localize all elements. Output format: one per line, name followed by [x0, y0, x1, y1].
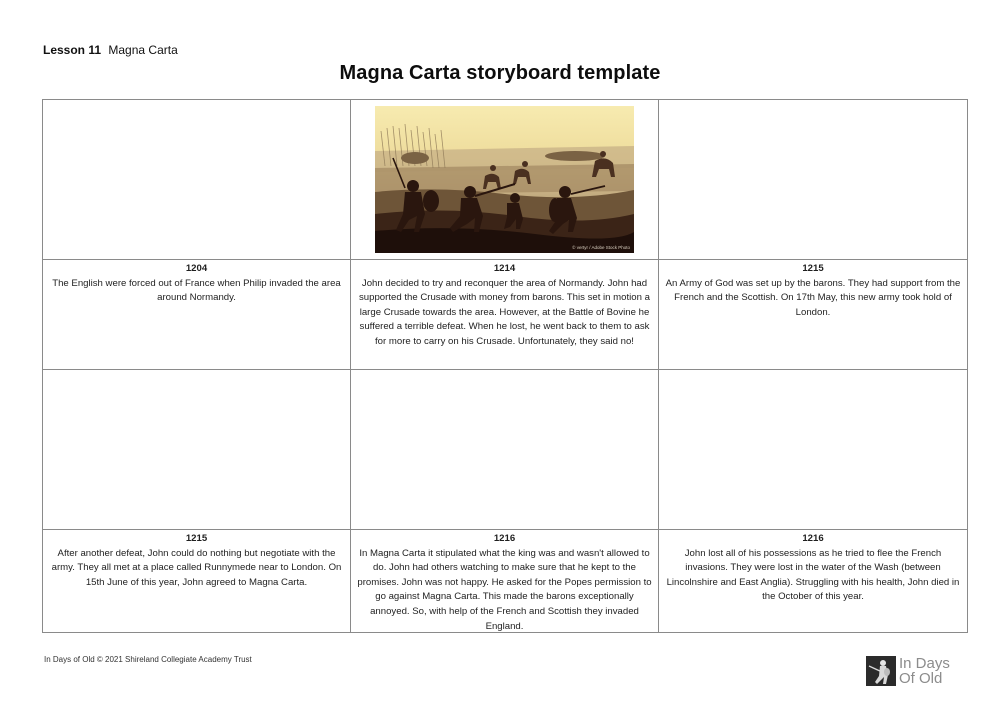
panel-3-year: 1215: [802, 263, 824, 274]
panel-2-text: John decided to try and reconquer the area of Normandy. John had supported the Crusade with money from barons. This set in motion a large Crusade towards the area. However, at the Battle of Bovine he suffered a terrible defeat. When he lost, he went back to them to ask for more to carry on his Crusade. Unfortunately, they said no!: [359, 277, 650, 347]
panel-4-text: After another defeat, John could do nothing but negotiate with the army. They all met at a place called Runnymede near to London. On 15th June of this year, John agreed to Magna Carta.: [51, 547, 342, 588]
logo-line-1: In Days: [899, 655, 950, 672]
panel-6-text: John lost all of his possessions as he tried to flee the French invasions. They were lost in the water of the Wash (between Lincolnshire and East Anglia). Struggling with his health, John died in the October of this year.: [666, 547, 960, 603]
logo-text: [899, 656, 950, 686]
panel-1-caption: [43, 260, 351, 370]
panel-6-image-box[interactable]: [659, 370, 967, 530]
panel-1-text: The English were forced out of France when Philip invaded the area around Normandy.: [52, 277, 341, 304]
lesson-topic: Magna Carta: [108, 43, 178, 57]
panel-4-image-box[interactable]: [43, 370, 351, 530]
knight-icon: [866, 656, 896, 686]
panel-3-image-box[interactable]: [659, 100, 967, 260]
battle-illustration: [375, 106, 634, 253]
panel-1-year: 1204: [185, 263, 208, 274]
panel-2-year: 1214: [493, 263, 516, 274]
lesson-heading: [43, 43, 178, 57]
panel-6-caption: [659, 530, 967, 632]
panel-5-caption: [351, 530, 659, 632]
image-credit: © vertyr / Adobe Stock Photo: [572, 245, 630, 250]
in-days-of-old-logo: [866, 656, 950, 686]
logo-line-2: Of Old: [899, 670, 943, 687]
panel-3-caption: [659, 260, 967, 370]
panel-2-caption: [351, 260, 659, 370]
panel-1-image-box[interactable]: [43, 100, 351, 260]
panel-4-year: 1215: [185, 533, 208, 544]
panel-5-image-box[interactable]: [351, 370, 659, 530]
panel-6-year: 1216: [802, 533, 824, 544]
copyright-footer: In Days of Old © 2021 Shireland Collegiate Academy Trust: [44, 655, 252, 664]
panel-4-caption: [43, 530, 351, 632]
panel-2-image-box[interactable]: [351, 100, 659, 260]
panel-5-year: 1216: [493, 533, 516, 544]
lesson-number: Lesson 11: [43, 43, 102, 57]
page-title: Magna Carta storyboard template: [339, 62, 661, 84]
storyboard-table: [42, 99, 968, 633]
panel-3-text: An Army of God was set up by the barons. They had support from the French and the Scottish. On 17th May, this new army took hold of London.: [665, 277, 961, 318]
panel-5-text: In Magna Carta it stipulated what the king was and wasn't allowed to do. John had others watching to make sure that he kept to the promises. John was not happy. He asked for the Popes permission to go against Magna Carta. This made the barons exceptionally annoyed. So, with help of the French and Scottish they invaded England.: [357, 547, 652, 632]
